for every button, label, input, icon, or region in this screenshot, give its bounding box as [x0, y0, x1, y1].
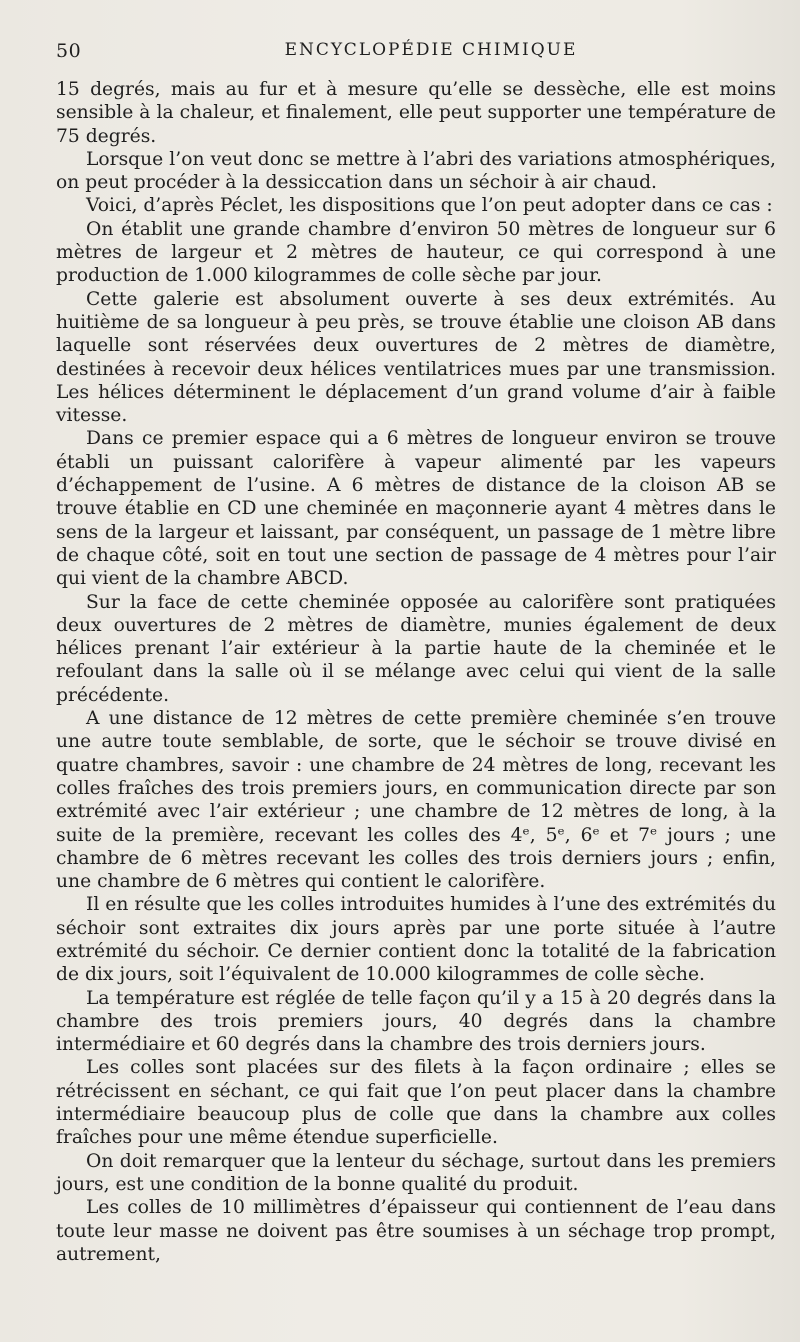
paragraph: La température est réglée de telle façon qu’il y a 15 à 20 degrés dans la chambre des trois premiers jours, 40 degrés dans la chambre intermédiaire et 60 degrés dans la chambre des trois derniers jours. — [56, 987, 776, 1056]
body-text — [56, 78, 776, 1266]
paragraph: Sur la face de cette cheminée opposée au calorifère sont pratiquées deux ouvertures de 2 mètres de diamètre, munies également de deux hélices prenant l’air extérieur à la partie haute de la cheminée et le refoulant dans la salle où il se mélange avec celui qui vient de la salle précédente. — [56, 591, 776, 706]
paragraph: Dans ce premier espace qui a 6 mètres de longueur environ se trouve établi un puissant calorifère à vapeur alimenté par les vapeurs d’échappement de l’usine. A 6 mètres de distance de la cloison AB se trouve établie en CD une cheminée en maçonnerie ayant 4 mètres dans le sens de la largeur et laissant, par conséquent, un passage de 1 mètre libre de chaque côté, soit en tout une section de passage de 4 mètres pour l’air qui vient de la chambre ABCD. — [56, 428, 776, 590]
paragraph: On doit remarquer que la lenteur du séchage, surtout dans les premiers jours, est une condition de la bonne qualité du produit. — [56, 1150, 776, 1195]
paragraph: A une distance de 12 mètres de cette première cheminée s’en trouve une autre toute semblable, de sorte, que le séchoir se trouve divisé en quatre chambres, savoir : une chambre de 24 mètres de long, recevant les colles fraîches des trois premiers jours, en communication directe par son extrémité avec l’air extérieur ; une chambre de 12 mètres de long, à la suite de la première, recevant les colles des 4ᵉ, 5ᵉ, 6ᵉ et 7ᵉ jours ; une chambre de 6 mètres recevant les colles des trois derniers jours ; enfin, une chambre de 6 mètres qui contient le calorifère. — [56, 708, 776, 893]
paragraph: Il en résulte que les colles introduites humides à l’une des extrémités du séchoir sont extraites dix jours après par une porte située à l’autre extrémité du séchoir. Ce dernier contient donc la totalité de la fabrication de dix jours, soit l’équivalent de 10.000 kilogrammes de colle sèche. — [56, 894, 776, 986]
page-header — [56, 40, 776, 70]
paragraph: Lorsque l’on veut donc se mettre à l’abri des variations atmosphériques, on peut procéder à la dessiccation dans un séchoir à air chaud. — [56, 148, 776, 194]
paragraph: Les colles sont placées sur des filets à la façon ordinaire ; elles se rétrécissent en séchant, ce qui fait que l’on peut placer dans la chambre intermédiaire beaucoup plus de colle que dans la chambre aux colles fraîches pour une même étendue superficielle. — [56, 1057, 776, 1149]
paragraph: Les colles de 10 millimètres d’épaisseur qui contiennent de l’eau dans toute leur masse ne doivent pas être soumises à un séchage trop prompt, autrement, — [56, 1197, 776, 1265]
page-number: 50 — [56, 40, 82, 62]
paragraph: On établit une grande chambre d’environ 50 mètres de longueur sur 6 mètres de largeur et 2 mètres de hauteur, ce qui correspond à une production de 1.000 kilogrammes de colle sèche par jour. — [56, 218, 776, 287]
paragraph: Voici, d’après Péclet, les dispositions que l’on peut adopter dans ce cas : — [86, 195, 773, 217]
paragraph: 15 degrés, mais au fur et à mesure qu’elle se dessèche, elle est moins sensible à la chaleur, et finalement, elle peut supporter une température de 75 degrés. — [56, 79, 776, 147]
running-title: ENCYCLOPÉDIE CHIMIQUE — [284, 40, 578, 60]
paragraph: Cette galerie est absolument ouverte à ses deux extrémités. Au huitième de sa longueur à peu près, se trouve établie une cloison AB dans laquelle sont réservées deux ouvertures de 2 mètres de diamètre, destinées à recevoir deux hélices ventilatrices mues par une transmission. Les hélices déterminent le déplacement d’un grand volume d’air à faible vitesse. — [56, 288, 776, 427]
